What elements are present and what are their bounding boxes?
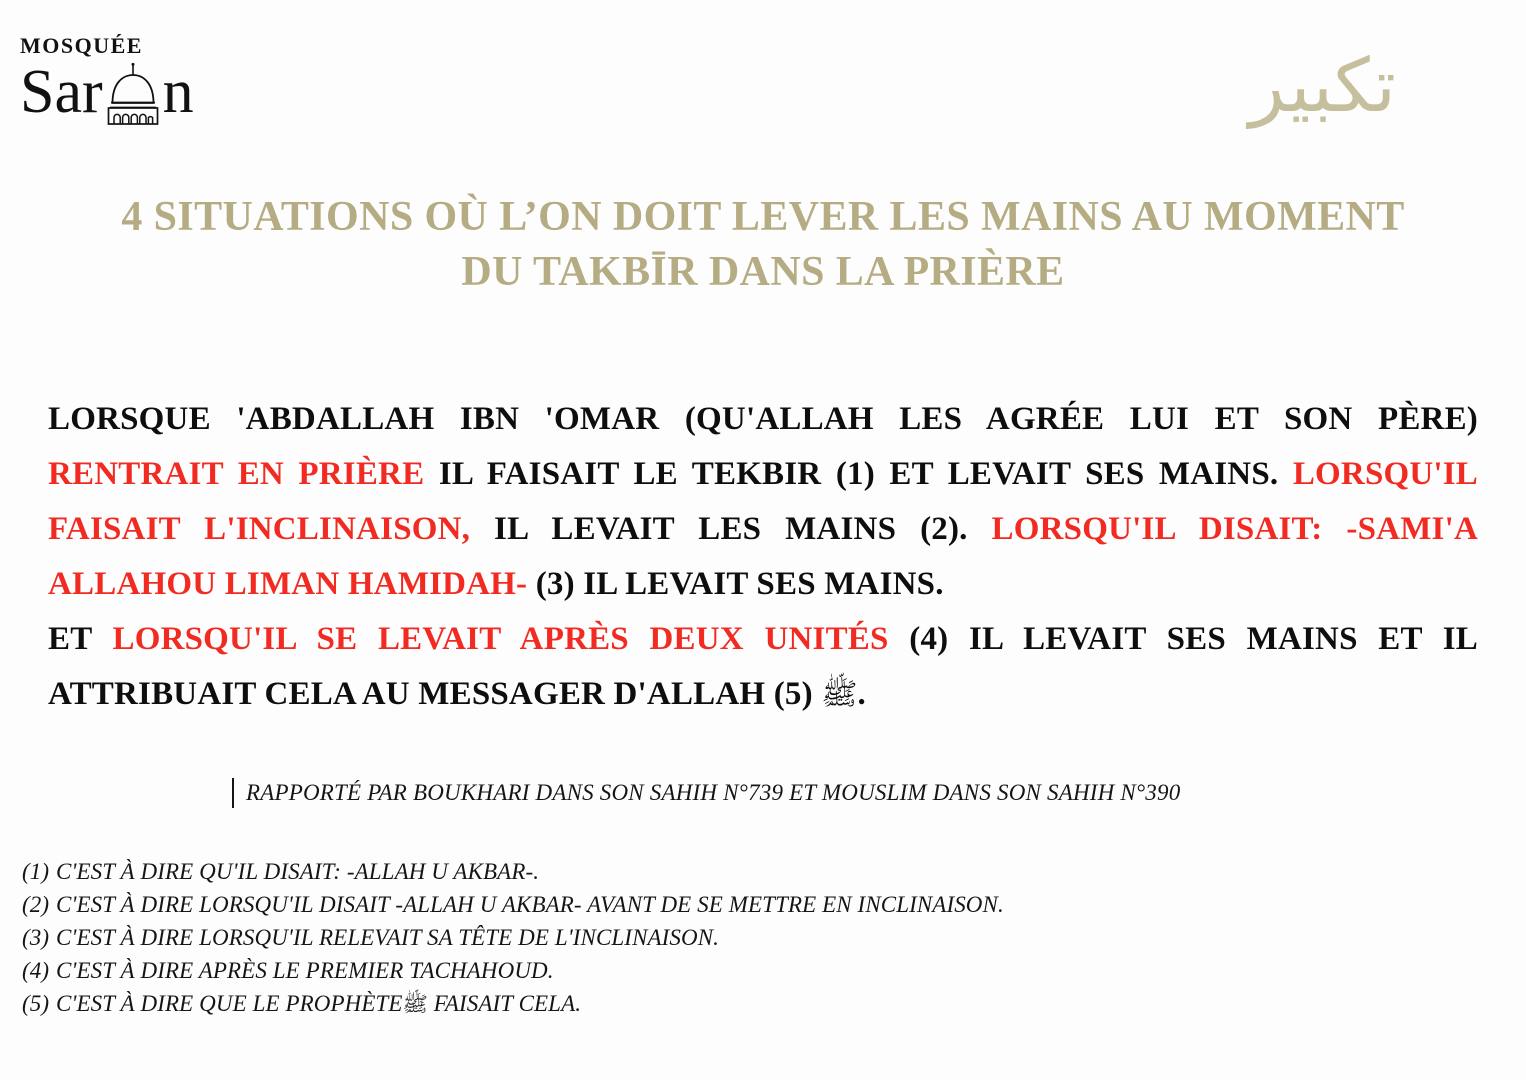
- hadith-line-3-black: IL LEVAIT LES MAINS (2).: [494, 511, 968, 547]
- hadith-highlight-3-end: ALLAHOU LIMAN HAMIDAH-: [48, 566, 528, 602]
- brand-name-mosquee: mosquée: [20, 24, 143, 60]
- footnote-marker: (1): [22, 859, 50, 884]
- hadith-highlight-2-end: FAISAIT L'INCLINAISON,: [48, 511, 471, 547]
- hadith-highlight-3-start: LORSQU'IL DISAIT: -SAMI'A: [991, 511, 1478, 547]
- footnote-item: [22, 954, 1504, 987]
- brand-name-saron: [20, 58, 438, 127]
- footnote-text-after: FAISAIT CELA.: [433, 991, 582, 1016]
- hadith-line-6-black: ATTRIBUAIT CELA AU MESSAGER D'ALLAH (5): [48, 676, 813, 712]
- footnote-item: [22, 888, 1504, 921]
- footnote-text-before: C'EST À DIRE QUE LE PROPHÈTE: [56, 991, 403, 1016]
- hadith-highlight-1: RENTRAIT EN PRIÈRE: [48, 456, 425, 492]
- footnote-marker: (2): [22, 892, 50, 917]
- footnote-text: C'EST À DIRE LORSQU'IL RELEVAIT SA TÊTE DE L'INCLINAISON.: [56, 925, 720, 950]
- hadith-line-4: [48, 557, 1478, 612]
- arabic-takbir-ornament: تكبير: [1249, 43, 1396, 129]
- hadith-line-5-black-a: ET: [48, 621, 92, 657]
- footnote-marker: (3): [22, 925, 50, 950]
- salawat-symbol-icon: ﷺ: [402, 992, 428, 1016]
- mosque-dome-icon: [104, 62, 162, 126]
- hadith-line-6: [48, 667, 1478, 722]
- footnote-marker: (4): [22, 958, 50, 983]
- brand-logo: [18, 24, 438, 127]
- hadith-line-2: [48, 447, 1478, 502]
- hadith-line-3: [48, 502, 1478, 557]
- salawat-symbol-icon: ﷺ: [821, 677, 858, 712]
- hadith-line-2-black: IL FAISAIT LE TEKBIR (1) ET LEVAIT SES MAINS.: [438, 456, 1279, 492]
- hadith-line-5: [48, 612, 1478, 667]
- page-title: [28, 190, 1498, 301]
- page-header: [0, 0, 1526, 165]
- hadith-line-1: [48, 392, 1478, 447]
- brand-saron-suffix: n: [162, 58, 194, 127]
- hadith-final-period: .: [857, 676, 866, 712]
- hadith-highlight-2-start: LORSQU'IL: [1292, 456, 1479, 492]
- hadith-line-5-black-b: (4) IL LEVAIT SES MAINS ET IL: [909, 621, 1479, 657]
- footnotes-list: [22, 855, 1504, 1021]
- footnote-item: [22, 921, 1504, 954]
- footnote-item: [22, 855, 1504, 888]
- brand-saron-prefix: Sar: [20, 58, 103, 127]
- footnote-text: C'EST À DIRE LORSQU'IL DISAIT -ALLAH U AKBAR- AVANT DE SE METTRE EN INCLINAISON.: [56, 892, 1004, 917]
- hadith-body: [48, 392, 1478, 722]
- footnote-text: C'EST À DIRE QU'IL DISAIT: -ALLAH U AKBAR-.: [56, 859, 540, 884]
- source-attribution: [232, 778, 1180, 808]
- source-attribution-text: RAPPORTÉ PAR BOUKHARI DANS SON SAHIH N°739 ET MOUSLIM DANS SON SAHIH N°390: [246, 780, 1181, 805]
- page-title-line-2: DU TAKBĪR DANS LA PRIÈRE: [461, 249, 1065, 296]
- footnote-text: C'EST À DIRE APRÈS LE PREMIER TACHAHOUD.: [56, 958, 554, 983]
- page-title-line-1: 4 SITUATIONS OÙ L’ON DOIT LEVER LES MAINS AU MOMENT: [121, 194, 1405, 240]
- hadith-highlight-4: LORSQU'IL SE LEVAIT APRÈS DEUX UNITÉS: [112, 621, 889, 657]
- source-divider-bar: [232, 778, 234, 808]
- hadith-line-1-text: LORSQUE 'ABDALLAH IBN 'OMAR (QU'ALLAH LES AGRÉE LUI ET SON PÈRE): [48, 401, 1478, 437]
- footnote-item: [22, 987, 1504, 1021]
- footnote-marker: (5): [22, 991, 50, 1016]
- hadith-line-4-black: (3) IL LEVAIT SES MAINS.: [535, 566, 944, 602]
